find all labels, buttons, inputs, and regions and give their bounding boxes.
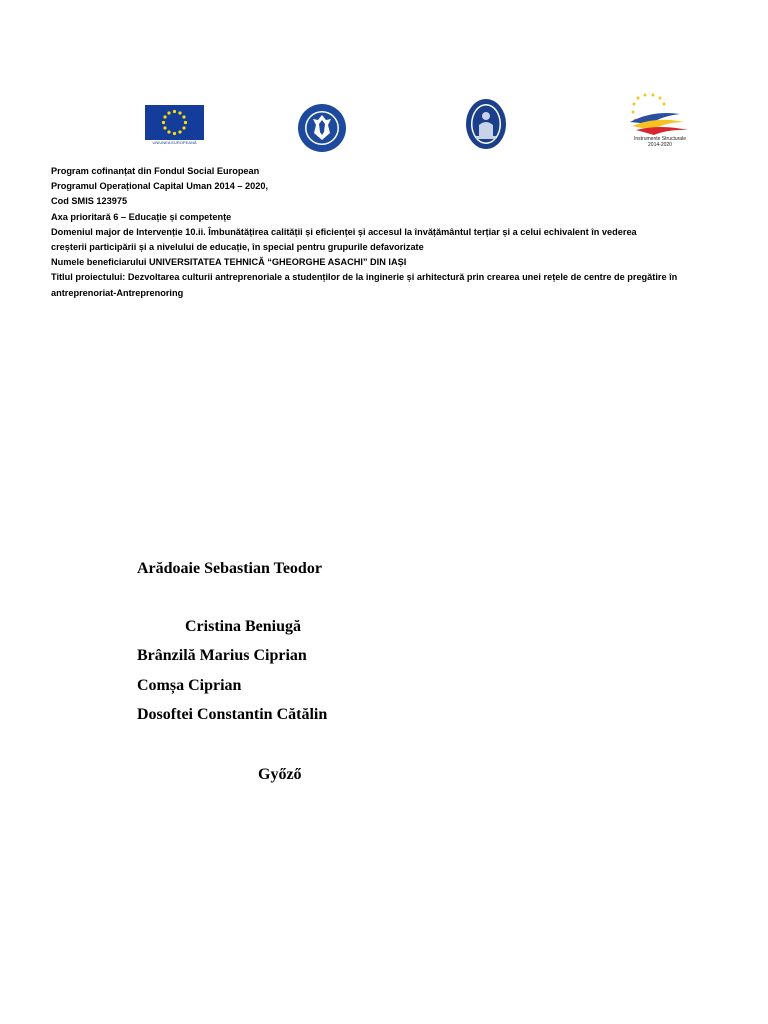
structural-instruments-caption: Instrumente Structurale 2014-2020 <box>634 136 686 148</box>
author-name: Comșa Ciprian <box>137 677 242 694</box>
structural-instruments-logo <box>622 92 698 150</box>
author-name: Győző <box>258 766 302 783</box>
author-name: Dosoftei Constantin Cătălin <box>137 706 328 723</box>
structural-instruments-icon <box>622 92 698 136</box>
author-name: Arădoaie Sebastian Teodor <box>137 560 322 577</box>
smis-code-line: Cod SMIS 123975 <box>51 196 128 207</box>
intervention-domain-line: Domeniul major de Intervenție 10.ii. Îmbunătățirea calității și eficienței și accesul la învățământul terțiar și a celui echivalent în vederea <box>51 226 637 237</box>
beneficiary-line: Numele beneficiarului UNIVERSITATEA TEHNICĂ “GHEORGHE ASACHI” DIN IAȘI <box>51 257 407 268</box>
author-name: Cristina Beniugă <box>185 618 302 635</box>
operational-program-line: Programul Operațional Capital Uman 2014 – 2020, <box>51 181 269 192</box>
eu-logo <box>145 105 204 147</box>
program-line: Program cofinanțat din Fondul Social European <box>51 166 260 176</box>
government-seal-icon <box>297 103 347 153</box>
project-title-line-cont: antreprenoriat-Antreprenoring <box>51 287 184 298</box>
eu-flag-icon <box>145 105 204 140</box>
eu-caption: UNIUNEA EUROPEANĂ <box>152 140 197 145</box>
university-seal-icon <box>465 98 507 150</box>
university-logo <box>465 98 507 150</box>
government-logo <box>297 103 347 153</box>
author-name: Brânzilă Marius Ciprian <box>137 647 307 664</box>
project-header <box>51 164 716 301</box>
project-title-line: Titlul proiectului: Dezvoltarea culturii antreprenoriale a studenților de la inginerie și arhitectură prin crearea unei rețele de centre de pregătire în <box>51 272 678 283</box>
intervention-domain-line-cont: creșterii participării și a nivelului de educație, în special pentru grupurile defavorizate <box>51 242 424 253</box>
priority-axis-line: Axa prioritară 6 – Educație și competențe <box>51 211 232 222</box>
